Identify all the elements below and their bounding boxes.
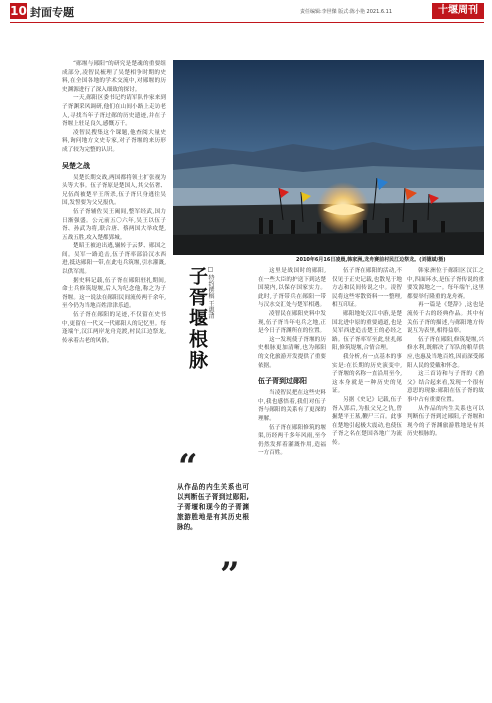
paragraph: 伍子胥在郧阳的活动,不仅见于正史记载,也散见于地方志和民间传说之中。凌智民将这些零散资料一一整理,相互印证。: [332, 268, 402, 309]
close-quote-icon: ”: [220, 555, 240, 595]
paragraph: 我分析,有一点基本的事实是:在长期的历史演变中,子胥堰的名称一直沿用至今,这本身就是一种历史的见证。: [332, 353, 402, 395]
open-quote-icon: “: [178, 447, 198, 487]
subheading: 吴楚之战: [62, 161, 90, 170]
paragraph: 伍子胥在郧阳,修筑堤堰,兴修水利,既解决了军队的粮草供应,也惠及当地百姓,因而深受郧阳人民的爱戴和怀念。: [407, 336, 484, 369]
page-header: [0, 0, 492, 22]
paragraph: 另据《史记》记载,伍子胥入郢后,为报父兄之仇,曾掘楚平王墓,鞭尸三百。此事在楚地引起极大震动,也使伍子胥之名在楚国各地广为流传。: [332, 396, 402, 446]
paragraph: 再一篇是《楚辞》,这也是流传千古的经典作品。其中有关伍子胥的描述,与郧阳地方传说互为表里,相得益彰。: [407, 302, 484, 335]
paragraph: 伍子胥在郧阳修筑的堰渠,历经两千多年风雨,至今仍然发挥着灌溉作用,造福一方百姓。: [258, 424, 326, 457]
article-column-4: [407, 267, 484, 700]
header-rule: [10, 22, 484, 23]
editor-credits: 责任编辑:李世傑 版式:陈小艳 2021.6.11: [300, 9, 392, 15]
page-number: 10: [10, 4, 27, 18]
pull-quote: 从作品的内生关系也可以判断伍子胥到过郧阳,子胥堰和现今的子胥渊旅游胜地是有其历史根脉的。: [177, 483, 249, 531]
paragraph: 韩家洲位于郧阳区汉江之中,四面环水,是伍子胥传说的重要发源地之一。每年端午,这里都要举行隆重的龙舟赛。: [407, 268, 484, 300]
brand-logo: 十堰周刊: [432, 3, 484, 19]
article-column-2: [258, 267, 326, 700]
paragraph: 郧阳地处汉江中游,是楚国北进中原的重要通道,也是吴军西进追击楚王的必经之路。伍子胥率军至此,驻扎郧阳,修筑堤堰,合情合理。: [332, 310, 402, 352]
byline: □ 特约撰稿 王惠清: [207, 266, 214, 319]
dragon-ceremony-photo: [173, 60, 484, 255]
headline-text: 子胥堰根脉: [186, 266, 208, 371]
paragraph: 这里是战国时的郧阳,在一些大臣的护送下到达楚国境内,以保存国家实力。此时,子胥带兵在郧阳一带与汉水交汇处与楚军相遇。: [258, 268, 326, 309]
paragraph: 据史料记载,伍子胥在郧阳驻扎期间,命士兵修筑堤堰,后人为纪念他,称之为子胥堰。这一说法在郧阳民间流传两千余年,至今仍为当地百姓津津乐道。: [62, 277, 166, 310]
subheading: 伍子胥到过郧阳: [258, 377, 307, 386]
section-title: 封面专题: [30, 6, 74, 19]
paragraph: 凌智民搜集这个课题,他查阅大量史料,询问地方文史专家,对子胥堰的来历形成了较为完整的认识。: [62, 129, 166, 153]
paragraph: 这三首诗和与子胥的《渔父》结合起来看,发现一个很有意思的现象:郧阳在伍子胥的故事中占有重要位置。: [407, 371, 484, 403]
paragraph: 吴楚长期交战,两国都将领土扩张视为头等大事。伍子胥原是楚国人,其父伍奢、兄伍尚被楚平王所杀,伍子胥只身逃往吴国,发誓要为父兄报仇。: [62, 174, 166, 207]
paragraph: 当凌智民把在这些史料中,我也感悟着,我们对伍子胥与郧阳的关系有了更深的理解。: [258, 390, 326, 422]
paragraph: 这一发现使子胥堰的历史根脉更加清晰,也为郧阳的文化旅游开发提供了重要依据。: [258, 336, 326, 369]
paragraph: 楚昭王被迫出逃,辗转于云梦、郧国之间。吴军一路追击,伍子胥率部沿汉水西进,抵达郧阳一带,在此屯兵筑堰,引水灌溉,以供军需。: [62, 243, 166, 276]
paragraph: 一天,郧阳区委书记约请军队作家来到子胥渊采风调研,他们在山间小路上走访老人,寻找当年子胥过郧的历史遗迹,并在子胥堰上驻足良久,感慨万千。: [62, 95, 166, 128]
paragraph: 伍子胥辅佐吴王阖闾,整军经武,国力日渐强盛。公元前五〇六年,吴王以伍子胥、孙武为将,联合唐、蔡两国大举攻楚,五战五胜,攻入楚都郢城。: [62, 208, 166, 241]
paragraph: 伍子胥在郧阳的足迹,不仅留在史书中,更留在一代又一代郧阳人的记忆里。每逢端午,汉江两岸龙舟竞渡,村民江边祭龙,传承着古老的风俗。: [62, 312, 166, 344]
article-column-1: [62, 60, 166, 700]
photo-caption: 2010年6月16日凌晨,韩家洲,龙舟赛前村民江边祭龙。(刘德斌/摄): [296, 257, 446, 263]
paragraph: 凌智民在郧阳史料中发现,伍子胥当年屯兵之地,正是今日子胥渊所在的位置。: [258, 310, 326, 335]
paragraph: 从作品的内生关系也可以判断伍子胥到过郧阳,子胥堰和现今的子胥渊旅游胜地是有其历史根脉的。: [407, 405, 484, 438]
article-column-3: [332, 267, 402, 700]
paragraph: “郧堰与郧阳”的研究是楚魂的重要组成部分,凌智民梳理了吴楚相争时期的史料,在全国各地的学术交流中,对郧堰的历史渊源进行了深入细致的探讨。: [62, 61, 166, 93]
